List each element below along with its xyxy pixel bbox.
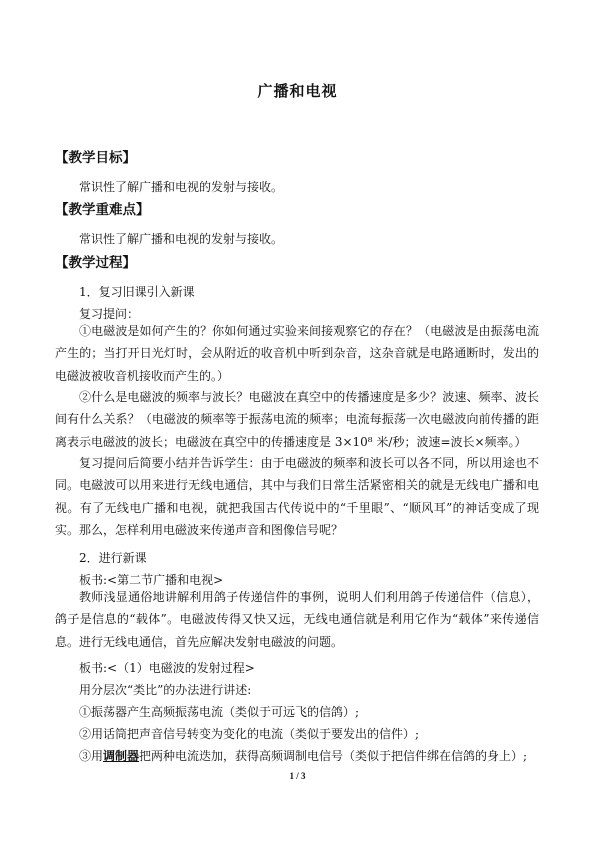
board-note-2: 板书:<（1）电磁波的发射过程> xyxy=(79,661,255,675)
step-2-heading: 2．进行新课 xyxy=(79,551,147,565)
teaching-goal-heading: 【教学目标】 xyxy=(55,150,136,166)
step-item-3 xyxy=(79,747,527,764)
review-question-1: ①电磁波是如何产生的？你如何通过实验来间接观察它的存在？（电磁波是由振荡电流产生的；当打开日光灯时，会从附近的收音机中听到杂音，这杂音就是电路通断时，发出的电磁波被收音机接收而产生的。） xyxy=(55,324,539,383)
document-title: 广播和电视 xyxy=(257,82,338,100)
teaching-process-heading: 【教学过程】 xyxy=(55,255,136,271)
review-question-label: 复习提问： xyxy=(79,307,140,321)
teaching-goal-text: 常识性了解广播和电视的发射与接收。 xyxy=(79,180,284,194)
step-item-1: ①振荡器产生高频振荡电流（类似于可远飞的信鸽）; xyxy=(79,705,360,719)
step-item-3-suffix: 把两种电流迭加，获得高频调制电信号（类似于把信件绑在信鸽的身上）; xyxy=(139,749,528,763)
step-item-2: ②用话筒把声音信号转变为变化的电流（类似于要发出的信件）; xyxy=(79,727,420,741)
modulator-term: 调制器 xyxy=(103,749,140,763)
page-number: 1 / 3 xyxy=(289,771,306,781)
step-1-heading: 1．复习旧课引入新课 xyxy=(79,285,195,299)
review-summary: 复习提问后简要小结并告诉学生：由于电磁波的频率和波长可以各不同，所以用途也不同。电磁波可以用来进行无线电通信，其中与我们日常生活紧密相关的就是无线电广播和电视。有了无线电广播和电视，就把我国古代传说中的“千里眼”、“顺风耳”的神话变成了现实。那么，怎样利用电磁波来传递声音和图像信号呢？ xyxy=(55,456,539,537)
step-item-3-prefix: ③用 xyxy=(79,749,104,763)
review-question-2: ②什么是电磁波的频率与波长？电磁波在真空中的传播速度是多少？波速、频率、波长间有什么关系？（电磁波的频率等于振荡电流的频率；电流每振荡一次电磁波向前传播的距离表示电磁波的波长；电磁波在真空中的传播速度是 3×10⁸ 米/秒；波速=波长×频率。） xyxy=(55,390,539,449)
analogy-intro: 用分层次“类比”的办法进行讲述: xyxy=(79,683,252,697)
key-points-heading: 【教学重难点】 xyxy=(55,202,150,218)
board-note-1: 板书:<第二节广播和电视> xyxy=(79,573,224,587)
key-points-text: 常识性了解广播和电视的发射与接收。 xyxy=(79,232,284,246)
teacher-explanation: 教师浅显通俗地讲解利用鸽子传递信件的事例，说明人们利用鸽子传递信件（信息），鸽子是信息的“载体”。电磁波传得又快又远，无线电通信就是利用它作为“载体”来传递信息。进行无线电通信，首先应解决发射电磁波的问题。 xyxy=(55,590,539,649)
